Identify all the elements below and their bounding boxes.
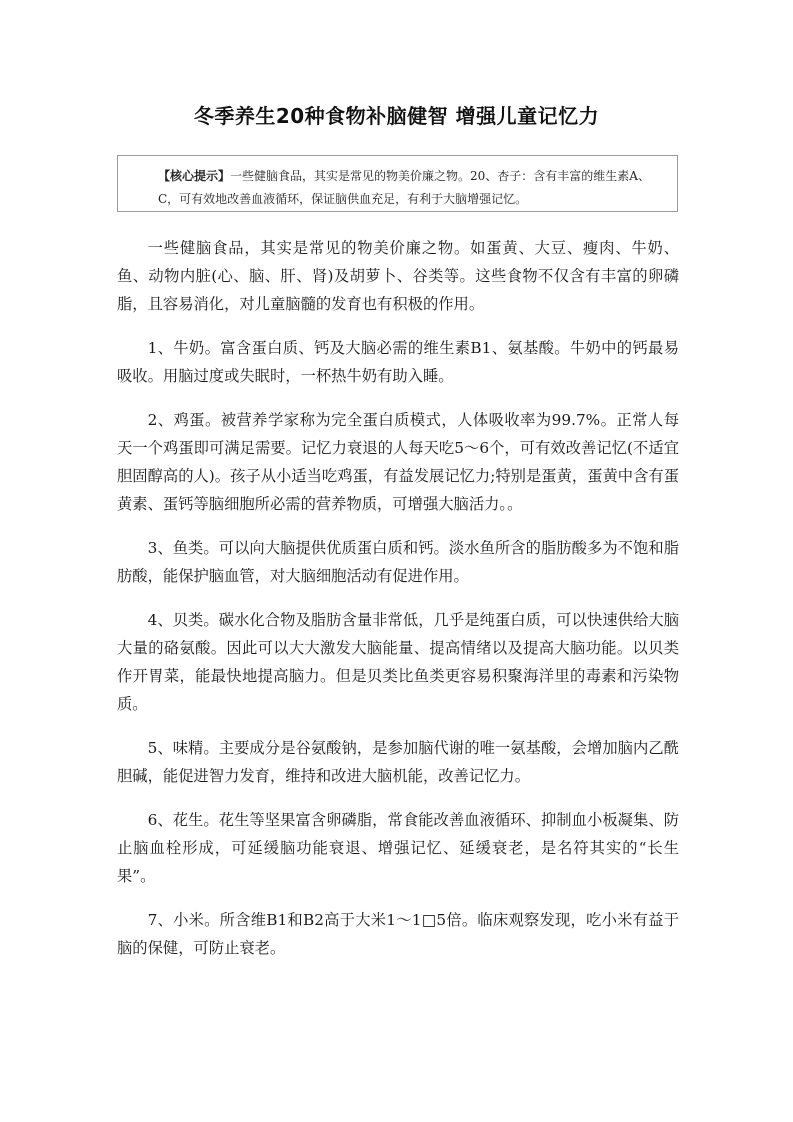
paragraph-egg: 2、鸡蛋。被营养学家称为完全蛋白质模式，人体吸收率为99.7%。正常人每天一个鸡蛋即可满足需要。记忆力衰退的人每天吃5～6个，可有效改善记忆(不适宜胆固醇高的人)。孩子从小适当吃鸡蛋，有益发展记忆力;特别是蛋黄，蛋黄中含有蛋黄素、蛋钙等脑细胞所必需的营养物质，可增强大脑活力。。 [117,411,679,513]
paragraph-msg: 5、味精。主要成分是谷氨酸钠，是参加脑代谢的唯一氨基酸，会增加脑内乙酰胆碱，能促进智力发育，维持和改进大脑机能，改善记忆力。 [117,739,679,785]
paragraph-millet: 7、小米。所含维B1和B2高于大米1～1□5倍。临床观察发现，吃小米有益于脑的保健，可防止衰老。 [117,911,679,957]
intro-paragraph: 一些健脑食品，其实是常见的物美价廉之物。如蛋黄、大豆、瘦肉、牛奶、鱼、动物内脏(心、脑、肝、肾)及胡萝卜、谷类等。这些食物不仅含有丰富的卵磷脂，且容易消化，对儿童脑髓的发育也有积极的作用。 [117,239,679,313]
document-body [117,234,679,978]
summary-text: 一些健脑食品，其实是常见的物美价廉之物。20、杏子：含有丰富的维生素A、C，可有效地改善血液循环，保证脑供血充足，有利于大脑增强记忆。 [158,169,650,206]
paragraph-peanut: 6、花生。花生等坚果富含卵磷脂，常食能改善血液循环、抑制血小板凝集、防止脑血栓形成，可延缓脑功能衰退、增强记忆、延缓衰老，是名符其实的“长生果”。 [117,811,679,885]
summary-box [117,155,678,212]
paragraph-milk: 1、牛奶。富含蛋白质、钙及大脑必需的维生素B1、氨基酸。牛奶中的钙最易吸收。用脑过度或失眠时，一杯热牛奶有助入睡。 [117,339,679,385]
paragraph-shellfish: 4、贝类。碳水化合物及脂肪含量非常低，几乎是纯蛋白质，可以快速供给大脑大量的硌氨酸。因此可以大大激发大脑能量、提高情绪以及提高大脑功能。以贝类作开胃菜，能最快地提高脑力。但是贝类比鱼类更容易积聚海洋里的毒素和污染物质。 [117,611,679,713]
document-title: 冬季养生20种食物补脑健智 增强儿童记忆力 [193,104,600,128]
summary-label: 【核心提示】 [158,169,231,183]
paragraph-fish: 3、鱼类。可以向大脑提供优质蛋白质和钙。淡水鱼所含的脂肪酸多为不饱和脂肪酸，能保护脑血管，对大脑细胞活动有促进作用。 [117,539,679,585]
